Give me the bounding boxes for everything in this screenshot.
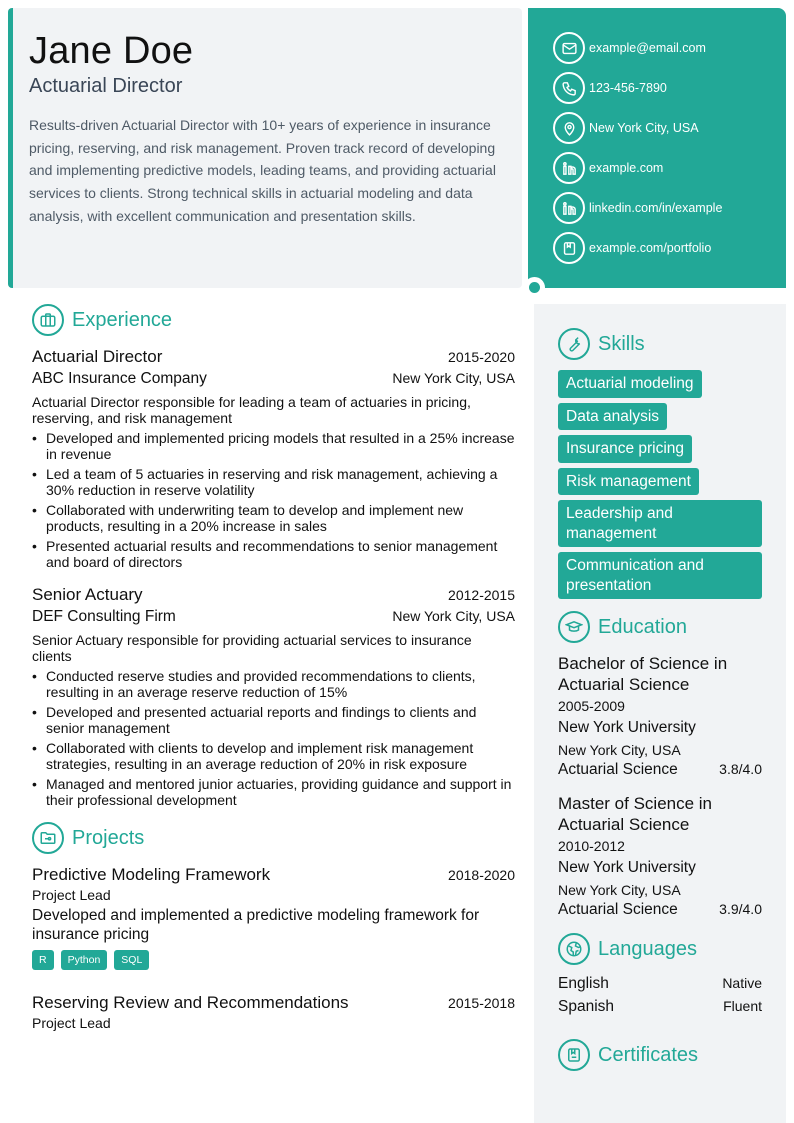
folder-icon <box>32 822 64 854</box>
skills-list <box>558 370 762 599</box>
tag-sql: SQL <box>114 950 149 970</box>
job-bullet: • Conducted reserve studies and provided recommendations to clients, resulting in an average reserve reduction of 15% <box>32 668 515 700</box>
portfolio-icon <box>553 232 585 264</box>
project-entry <box>32 992 515 1032</box>
language-name: English <box>558 975 609 992</box>
project-dates: 2018-2020 <box>448 867 515 883</box>
job-bullet: • Developed and implemented pricing models that resulted in a 25% increase in revenue <box>32 430 515 462</box>
language-row <box>558 998 762 1021</box>
job-description: Actuarial Director responsible for leading a team of actuaries in pricing, reserving, and risk management <box>32 394 471 426</box>
globe-icon <box>558 933 590 965</box>
job-entry <box>32 346 515 570</box>
education-entry <box>558 653 762 779</box>
contact-email-text: example@email.com <box>589 41 706 55</box>
contact-website[interactable] <box>553 152 786 184</box>
skill-tag: Insurance pricing <box>558 435 692 463</box>
sidebar <box>534 304 786 1123</box>
edu-dates: 2005-2009 <box>558 698 625 714</box>
edu-gpa: 3.8/4.0 <box>719 761 762 777</box>
language-row <box>558 975 762 998</box>
tag-r: R <box>32 950 54 970</box>
skill-tag: Leadership and management <box>558 500 762 547</box>
languages-heading <box>558 933 762 965</box>
profile-summary: Results-driven Actuarial Director with 10+ years of experience in insurance pricing, reserving, and risk management. Proven track record of developing and implementing predictive models, leading teams, and providing actuarial services to clients. Strong technical skills in actuarial modeling and data analysis, with excellent communication and presentation skills. <box>29 117 496 224</box>
skill-tag: Actuarial modeling <box>558 370 702 398</box>
email-icon <box>553 32 585 64</box>
job-bullet: • Collaborated with clients to develop and implement risk management strategies, resulting in an average reduction of 20% in risk exposure <box>32 740 515 772</box>
job-title: Actuarial Director <box>32 347 163 366</box>
location-icon <box>553 112 585 144</box>
skills-heading <box>558 328 762 360</box>
edu-school: New York University <box>558 719 696 736</box>
candidate-name: Jane Doe <box>29 30 194 72</box>
edu-location: New York City, USA <box>558 742 681 758</box>
linkedin-icon <box>553 152 585 184</box>
languages-title: Languages <box>598 937 697 960</box>
language-level: Native <box>722 975 762 991</box>
job-bullets <box>32 430 515 570</box>
decorative-dot <box>524 277 545 298</box>
contact-email[interactable] <box>553 32 786 64</box>
contact-location <box>553 112 786 144</box>
project-title: Predictive Modeling Framework <box>32 865 271 884</box>
experience-heading <box>32 304 515 336</box>
linkedin-icon <box>553 192 585 224</box>
language-name: Spanish <box>558 998 615 1015</box>
projects-title: Projects <box>72 826 145 849</box>
certificates-heading <box>558 1039 762 1071</box>
contact-location-text: New York City, USA <box>589 121 699 135</box>
contact-linkedin-text: linkedin.com/in/example <box>589 201 723 215</box>
edu-field: Actuarial Science <box>558 901 678 918</box>
certificates-title: Certificates <box>598 1043 699 1066</box>
edu-location: New York City, USA <box>558 882 681 898</box>
edu-gpa: 3.9/4.0 <box>719 901 762 917</box>
job-bullet: • Collaborated with underwriting team to develop and implement new products, resulting in a 20% increase in sales <box>32 502 515 534</box>
project-role: Project Lead <box>32 887 111 903</box>
education-heading <box>558 611 762 643</box>
tag-python: Python <box>61 950 108 970</box>
job-company: DEF Consulting Firm <box>32 608 176 625</box>
language-level: Fluent <box>723 998 762 1014</box>
skills-title: Skills <box>598 332 645 355</box>
education-title: Education <box>598 615 687 638</box>
edu-school: New York University <box>558 859 696 876</box>
job-bullets <box>32 668 515 808</box>
project-tags <box>32 950 515 970</box>
briefcase-icon <box>32 304 64 336</box>
experience-title: Experience <box>72 308 173 331</box>
contact-phone[interactable] <box>553 72 786 104</box>
candidate-title: Actuarial Director <box>29 75 183 97</box>
job-bullet: • Managed and mentored junior actuaries, providing guidance and support in their professional development <box>32 776 515 808</box>
job-dates: 2015-2020 <box>448 349 515 365</box>
job-location: New York City, USA <box>392 608 515 624</box>
education-entry <box>558 793 762 919</box>
project-title: Reserving Review and Recommendations <box>32 993 349 1012</box>
skill-tag: Data analysis <box>558 403 667 431</box>
contact-phone-text: 123-456-7890 <box>589 81 667 95</box>
edu-field: Actuarial Science <box>558 761 678 778</box>
certificate-icon <box>558 1039 590 1071</box>
phone-icon <box>553 72 585 104</box>
contact-linkedin[interactable] <box>553 192 786 224</box>
project-entry <box>32 864 515 970</box>
job-entry <box>32 584 515 808</box>
edu-degree: Master of Science in Actuarial Science <box>558 794 713 834</box>
main-column <box>32 304 515 1046</box>
skill-tag: Communication and presentation <box>558 552 762 599</box>
project-role: Project Lead <box>32 1015 111 1031</box>
contact-website-text: example.com <box>589 161 664 175</box>
contact-portfolio-text: example.com/portfolio <box>589 241 712 255</box>
job-title: Senior Actuary <box>32 585 143 604</box>
header-panel <box>8 8 522 288</box>
job-bullet: • Presented actuarial results and recommendations to senior management and board of directors <box>32 538 515 570</box>
edu-dates: 2010-2012 <box>558 838 625 854</box>
project-dates: 2015-2018 <box>448 995 515 1011</box>
projects-heading <box>32 822 515 854</box>
job-dates: 2012-2015 <box>448 587 515 603</box>
job-bullet: • Developed and presented actuarial reports and findings to clients and senior management <box>32 704 515 736</box>
job-bullet: • Led a team of 5 actuaries in reserving and risk management, achieving a 30% reduction in reserve volatility <box>32 466 515 498</box>
job-location: New York City, USA <box>392 370 515 386</box>
project-description: Developed and implemented a predictive modeling framework for insurance pricing <box>32 907 480 943</box>
contact-panel <box>528 8 786 288</box>
job-company: ABC Insurance Company <box>32 370 207 387</box>
skill-tag: Risk management <box>558 468 699 496</box>
job-description: Senior Actuary responsible for providing actuarial services to insurance clients <box>32 632 472 664</box>
wrench-icon <box>558 328 590 360</box>
graduation-cap-icon <box>558 611 590 643</box>
edu-degree: Bachelor of Science in Actuarial Science <box>558 654 728 694</box>
contact-portfolio[interactable] <box>553 232 786 264</box>
